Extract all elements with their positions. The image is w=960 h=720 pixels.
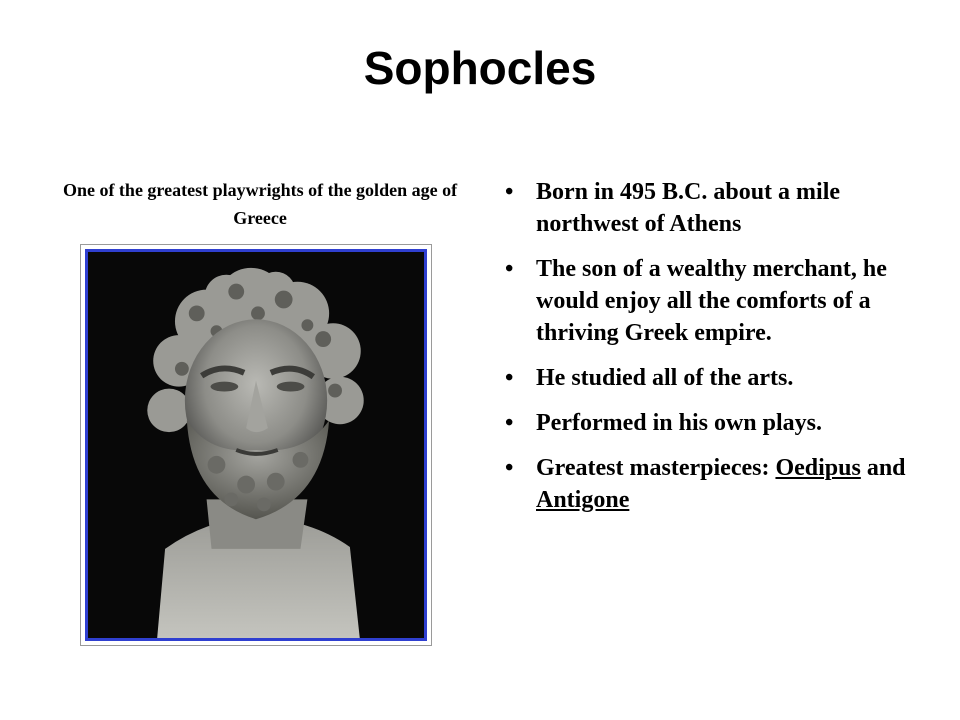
work-oedipus: Oedipus — [775, 455, 861, 481]
portrait-frame — [80, 244, 432, 646]
portrait-image — [85, 249, 427, 641]
list-item — [505, 407, 925, 439]
bullet-glyph: • — [505, 179, 514, 205]
work-antigone: Antigone — [536, 487, 630, 513]
bust-portrait-icon — [88, 252, 424, 638]
masterpieces-joiner: and — [860, 455, 906, 481]
bullet-text: Born in 495 B.C. about a mile northwest of Athens — [536, 179, 841, 237]
bullet-glyph: • — [505, 256, 514, 282]
bullet-text: He studied all of the arts. — [536, 365, 794, 391]
bullet-glyph: • — [505, 365, 514, 391]
list-item — [505, 362, 925, 394]
masterpieces-prefix: Greatest masterpieces: — [536, 455, 776, 481]
bullet-text: Performed in his own plays. — [536, 410, 823, 436]
list-item — [505, 176, 925, 240]
bullet-glyph: • — [505, 410, 514, 436]
bullet-list — [505, 176, 925, 529]
portrait-caption: One of the greatest playwrights of the golden age of Greece — [62, 180, 458, 228]
bullet-text: The son of a wealthy merchant, he would enjoy all the comforts of a thriving Greek empire. — [536, 256, 887, 346]
bullet-glyph: • — [505, 455, 514, 481]
list-item — [505, 253, 925, 349]
list-item — [505, 452, 925, 516]
slide-title: Sophocles — [363, 42, 597, 94]
